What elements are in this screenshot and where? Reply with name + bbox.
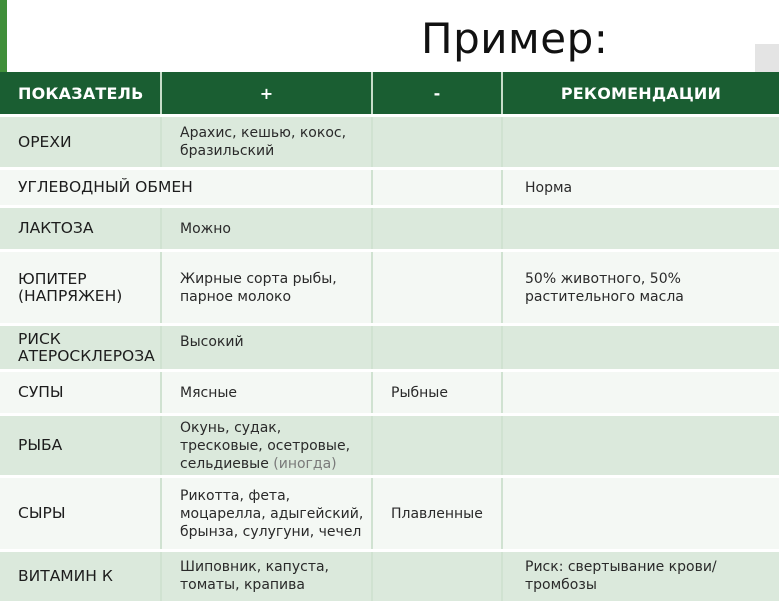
cell-plus [161, 251, 372, 325]
cell-recommendation [502, 207, 779, 251]
slide-title: Пример: [421, 14, 609, 63]
cell-plus: Мясные [161, 371, 372, 415]
cell-plus-text: Жирные сорта рыбы, парное молоко [180, 270, 337, 305]
cell-minus [372, 207, 502, 251]
cell-minus [372, 169, 502, 207]
cell-label-text: ЮПИТЕР (НАПРЯЖЕН) [18, 269, 123, 305]
cell-label [0, 325, 161, 371]
cell-plus: Высокий [161, 325, 372, 371]
cell-label: УГЛЕВОДНЫЙ ОБМЕН [0, 169, 372, 207]
cell-label: СУПЫ [0, 371, 161, 415]
table-row [0, 207, 779, 251]
cell-recommendation [502, 477, 779, 551]
header-minus: - [372, 72, 502, 116]
cell-recommendation [502, 116, 779, 169]
fish-note: (иногда) [273, 455, 337, 472]
table-row [0, 169, 779, 207]
cell-minus: Плавленные [372, 477, 502, 551]
cell-recommendation-text: Риск: свертывание крови/ тромбозы [525, 559, 717, 594]
cell-plus-text: Арахис, кешью, кокос, бразильский [180, 125, 347, 159]
cell-minus [372, 116, 502, 169]
cell-minus: Рыбные [372, 371, 502, 415]
cell-label: ОРЕХИ [0, 116, 161, 169]
cell-label [0, 251, 161, 325]
cell-recommendation [502, 251, 779, 325]
cell-minus [372, 251, 502, 325]
table-row [0, 325, 779, 371]
corner-decoration [755, 44, 779, 72]
cell-plus [161, 551, 372, 601]
cell-label-text: РИСК АТЕРОСКЛЕРОЗА [18, 329, 155, 365]
cell-minus [372, 415, 502, 477]
cell-recommendation-text: 50% животного, 50% растительного масла [525, 270, 684, 305]
table-header-row [0, 72, 779, 116]
recommendations-table [0, 72, 779, 601]
table-row [0, 251, 779, 325]
cell-recommendation [502, 371, 779, 415]
green-edge-decoration [0, 0, 7, 72]
cell-recommendation [502, 325, 779, 371]
cell-label: СЫРЫ [0, 477, 161, 551]
cell-plus [161, 477, 372, 551]
cell-recommendation: Норма [502, 169, 779, 207]
table-row [0, 551, 779, 601]
cell-recommendation [502, 551, 779, 601]
header-indicator: ПОКАЗАТЕЛЬ [0, 72, 161, 116]
fish-list: Окунь, судак, тресковые, осетровые, сельдиевые [180, 419, 351, 472]
cell-plus: Можно [161, 207, 372, 251]
cell-minus [372, 551, 502, 601]
table-row [0, 477, 779, 551]
cell-plus [161, 415, 372, 477]
cell-plus [161, 116, 372, 169]
header-recommendations: РЕКОМЕНДАЦИИ [502, 72, 779, 116]
header-plus: + [161, 72, 372, 116]
cell-recommendation [502, 415, 779, 477]
cell-minus [372, 325, 502, 371]
cell-label: ЛАКТОЗА [0, 207, 161, 251]
cell-label: ВИТАМИН К [0, 551, 161, 601]
cell-label: РЫБА [0, 415, 161, 477]
cell-plus-text: Рикотта, фета, моцарелла, адыгейский, брынза, сулугуни, чечел [180, 487, 364, 540]
cell-plus-text [180, 419, 360, 473]
table-row [0, 116, 779, 169]
table-row [0, 415, 779, 477]
table-row [0, 371, 779, 415]
cell-plus-text: Шиповник, капуста, томаты, крапива [180, 559, 330, 594]
